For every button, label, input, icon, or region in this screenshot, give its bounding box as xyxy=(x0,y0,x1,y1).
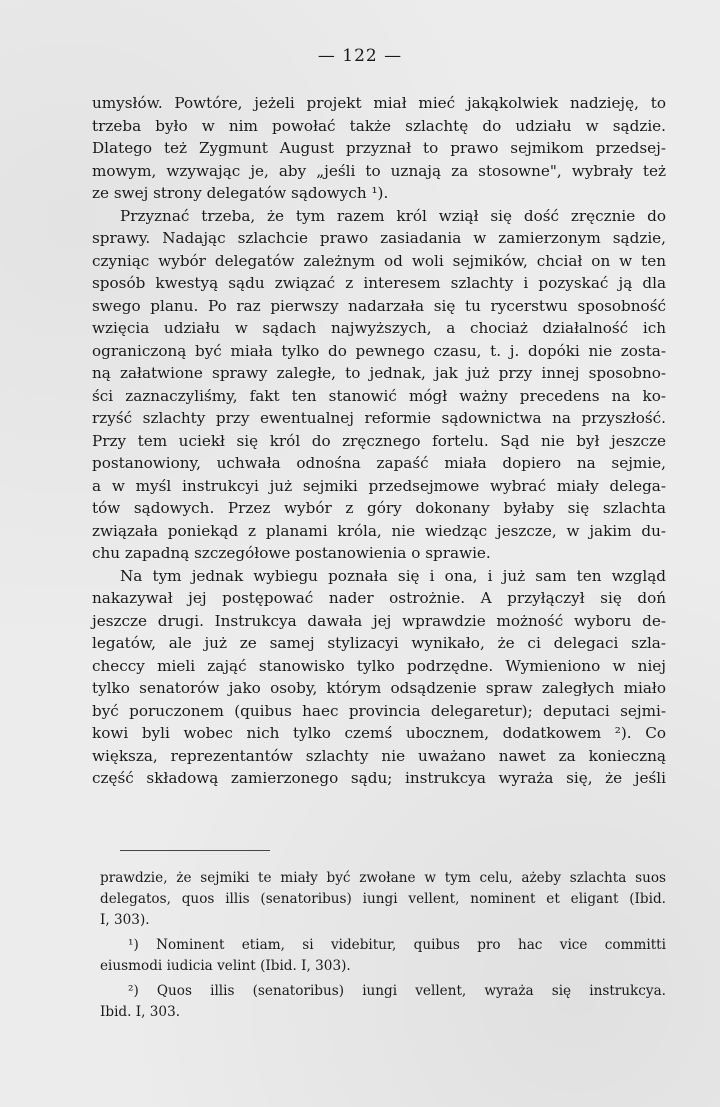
text-line: być poruczonem (quibus haec provincia delegaretur); deputaci sejmi- xyxy=(92,701,666,720)
footnote xyxy=(100,935,666,977)
text-line: chu zapadną szczegółowe postanowienia o sprawie. xyxy=(92,544,491,562)
footnote-line: I, 303). xyxy=(100,912,150,928)
footnote-line: delegatos, quos illis (senatoribus) iungi vellent, nominent et eligant (Ibid. xyxy=(100,891,666,907)
body-text xyxy=(92,92,666,790)
footnote xyxy=(100,981,666,1023)
text-line: tów sądowych. Przez wybór z góry dokonany byłaby się szlachta xyxy=(92,499,666,517)
text-line: legatów, ale już ze samej stylizacyi wynikało, że ci delegaci szla- xyxy=(92,634,666,652)
footnote-line: ¹) Nominent etiam, si videbitur, quibus pro hac vice committi xyxy=(128,937,666,953)
footnotes xyxy=(100,868,666,1027)
text-line: część składową zamierzonego sądu; instrukcya wyraża się, że jeśli xyxy=(92,769,666,787)
text-line: czyniąc wybór delegatów zależnym od woli sejmików, chciał on w ten xyxy=(92,251,666,270)
footnote-line: ²) Quos illis (senatoribus) iungi vellent, wyraża się instrukcya. xyxy=(128,983,666,999)
text-line: a w myśl instrukcyi już sejmiki przedsejmowe wybrać miały delega- xyxy=(92,476,666,495)
page-number: — 122 — xyxy=(317,46,403,66)
text-line: mowym, wzywając je, aby „jeśli to uznają za stosowne", wybrały też xyxy=(92,161,666,180)
text-line: sprawy. Nadając szlachcie prawo zasiadania w zamierzonym sądzie, xyxy=(92,229,666,247)
text-line: ści zaznaczyliśmy, fakt ten stanowić mógł ważny precedens na ko- xyxy=(92,386,666,405)
text-line: związała poniekąd z planami króla, nie wiedząc jeszcze, w jakim du- xyxy=(92,521,666,540)
text-line: nakazywał jej postępować nader ostrożnie. A przyłączył się doń xyxy=(92,589,666,607)
footnote-divider xyxy=(120,850,270,851)
text-line: postanowiony, uchwała odnośna zapaść miała dopiero na sejmie, xyxy=(92,454,666,472)
text-line: tylko senatorów jako osoby, którym odsądzenie spraw zaległych miało xyxy=(92,679,666,697)
footnote-line: Ibid. I, 303. xyxy=(100,1004,181,1020)
text-line: umysłów. Powtóre, jeżeli projekt miał mieć jakąkolwiek nadzieję, to xyxy=(92,94,666,112)
footnote-line: eiusmodi iudicia velint (Ibid. I, 303). xyxy=(100,958,351,974)
text-line: rzyść szlachty przy ewentualnej reformie sądownictwa na przyszłość. xyxy=(92,409,666,427)
text-line: większa, reprezentantów szlachty nie uważano nawet za konieczną xyxy=(92,746,666,765)
paragraph xyxy=(92,92,666,205)
text-line: swego planu. Po raz pierwszy nadarzała się tu rycerstwu sposobność xyxy=(92,296,666,315)
text-line: sposób kwestyą sądu związać z interesem szlachty i pozyskać ją dla xyxy=(92,274,666,292)
text-line: trzeba było w nim powołać także szlachtę do udziału w sądzie. xyxy=(92,116,666,135)
footnote xyxy=(100,868,666,931)
text-line: checcy mieli zająć stanowisko tylko podrzędne. Wymieniono w niej xyxy=(92,656,666,675)
text-line: Przyznać trzeba, że tym razem król wziął się dość zręcznie do xyxy=(120,206,666,225)
paragraph xyxy=(92,205,666,565)
text-line: wzięcia udziału w sądach najwyższych, a chociaż działalność ich xyxy=(92,319,666,337)
text-line: Przy tem uciekł się król do zręcznego fortelu. Sąd nie był jeszcze xyxy=(92,431,666,450)
paragraph xyxy=(92,565,666,790)
text-line: ograniczoną być miała tylko do pewnego czasu, t. j. dopóki nie zosta- xyxy=(92,341,666,360)
footnote-line: prawdzie, że sejmiki te miały być zwołane w tym celu, ażeby szlachta suos xyxy=(100,870,666,886)
text-line: kowi byli wobec nich tylko czemś ubocznem, dodatkowem ²). Co xyxy=(92,724,666,742)
text-line: Na tym jednak wybiegu poznała się i ona, i już sam ten wzgląd xyxy=(120,566,666,585)
text-line: Dlatego też Zygmunt August przyznał to prawo sejmikom przedsej- xyxy=(92,139,666,157)
text-line: ze swej strony delegatów sądowych ¹). xyxy=(92,184,389,202)
text-line: jeszcze drugi. Instrukcya dawała jej wprawdzie możność wyboru de- xyxy=(92,611,666,630)
text-line: ną załatwione sprawy zaległe, to jednak, jak już przy innej sposobno- xyxy=(92,364,666,382)
